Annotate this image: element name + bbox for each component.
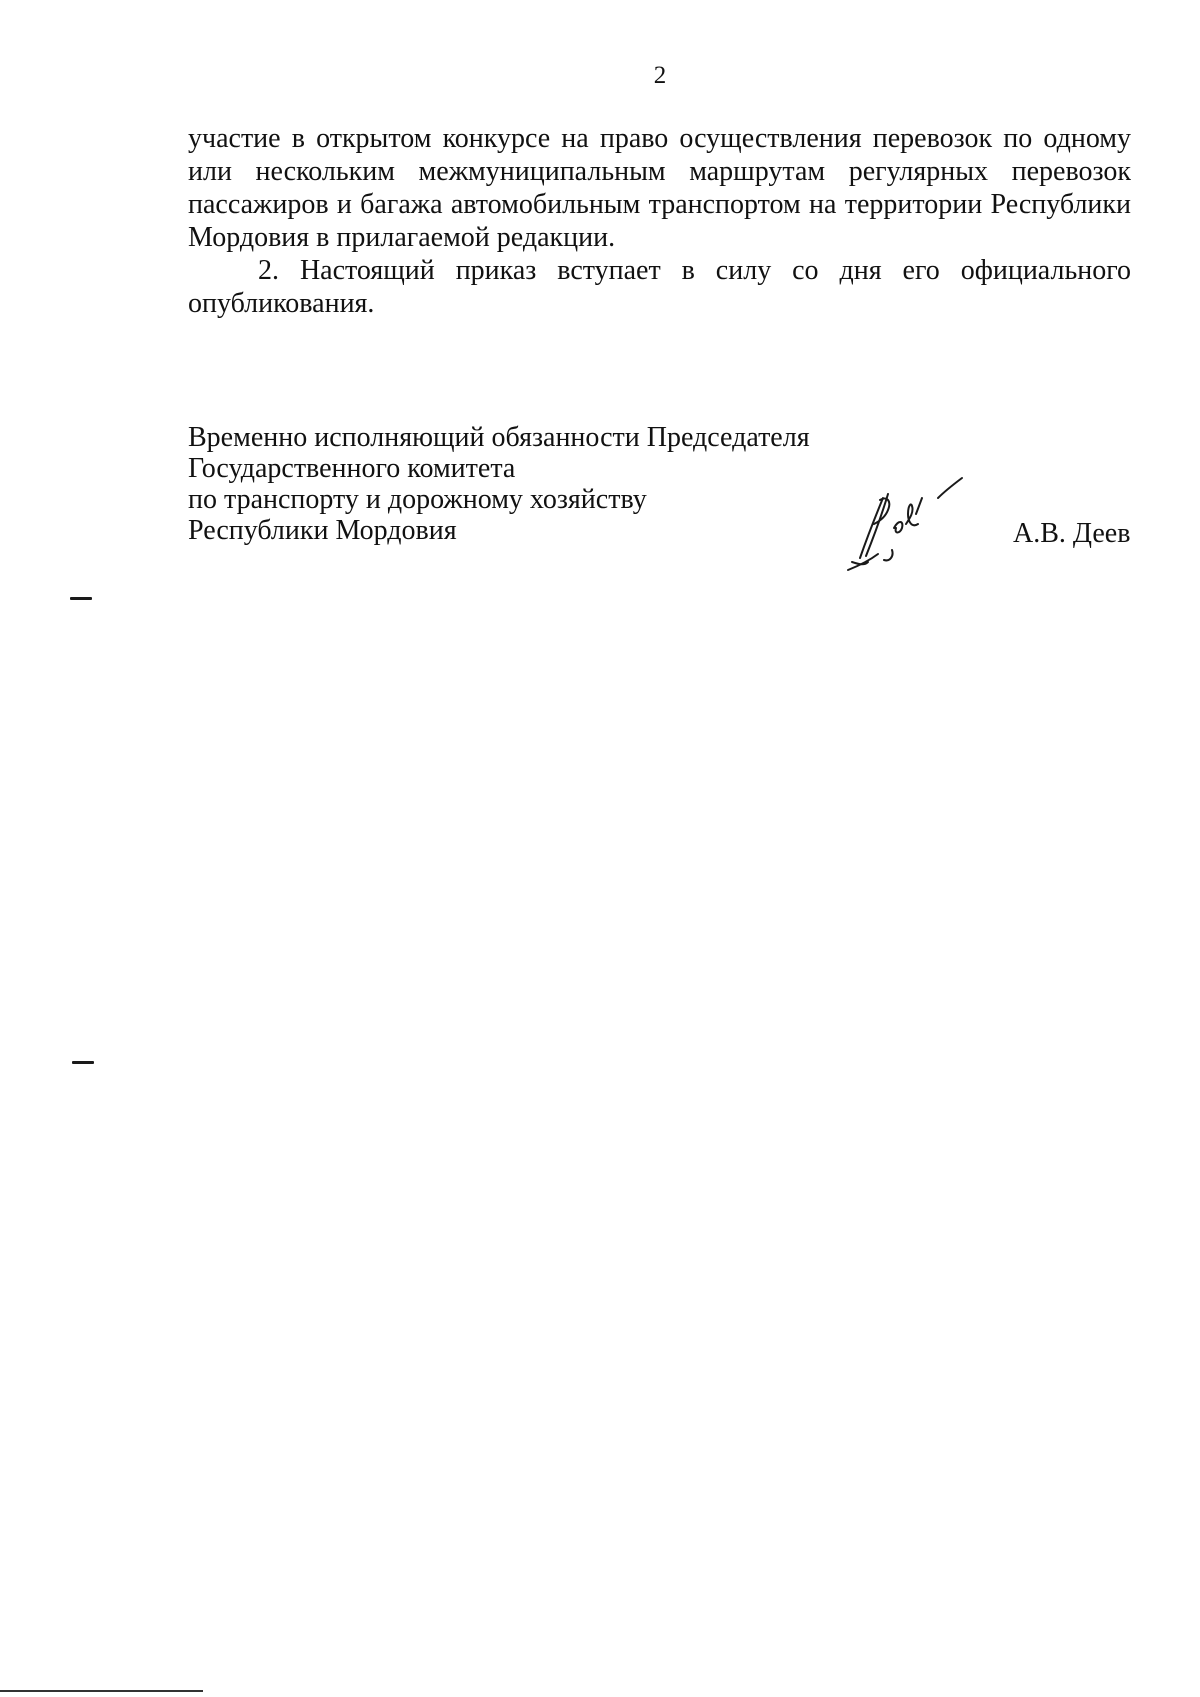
signer-position-line-3: по транспорту и дорожному хозяйству (188, 484, 647, 515)
scan-margin-mark (72, 1061, 94, 1064)
paragraph-effective-date: 2. Настоящий приказ вступает в силу со дня его официального опубликования. (188, 255, 1131, 319)
document-body (188, 122, 1131, 320)
signer-position-line-2: Государственного комитета (188, 453, 516, 484)
signature-block (188, 422, 1131, 546)
footer-rule (0, 1690, 203, 1692)
signer-position-line-4: Республики Мордовия (188, 515, 457, 546)
page-number: 2 (653, 62, 667, 89)
signer-position-line-1: Временно исполняющий обязанности Председателя (188, 422, 810, 453)
paragraph-continuation: участие в открытом конкурсе на право осуществления перевозок по одному или нескольким межмуниципальным маршрутам регулярных перевозок пассажиров и багажа автомобильным транспортом на территории Республики Мордовия в прилагаемой редакции. (188, 123, 1131, 253)
scan-margin-mark (70, 597, 92, 600)
signer-name: А.В. Деев (1013, 518, 1131, 549)
handwritten-signature (838, 470, 978, 585)
